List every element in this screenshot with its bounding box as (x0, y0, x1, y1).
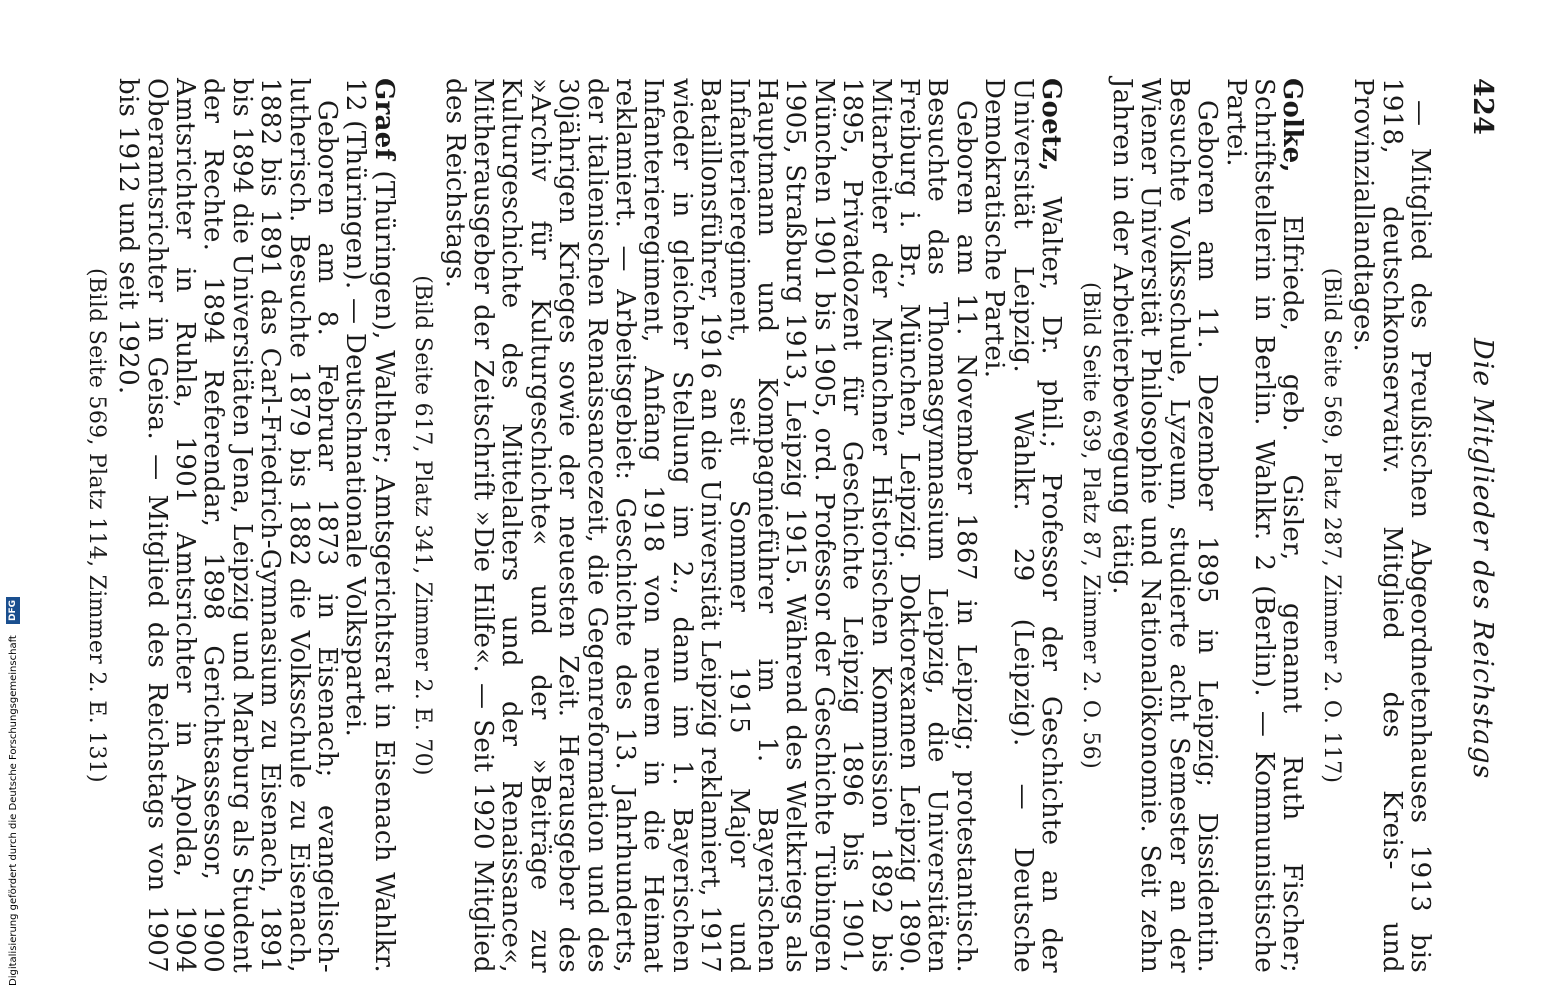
member-summary: Elfriede, geb. Gisler, genannt Ruth Fischer; Schriftstellerin in Berlin. Wahlkr. 2 (Berlin). — Kommunistische Partei. (1220, 78, 1308, 973)
credit-text: Digitalisierung gefördert durch die Deutsche Forschungsgemeinschaft (8, 635, 19, 986)
intro-image-ref: (Bild Seite 569, Platz 287, Zimmer 2. O. 117) (1318, 267, 1344, 784)
member-entry-golke (1075, 78, 1306, 973)
page-number: 424 (1467, 78, 1498, 136)
member-biography: Geboren am 11. November 1867 in Leipzig; protestantisch. Besuchte das Thomasgymnasium Leipzig, die Universitäten Freiburg i. Br., München, Leipzig. Doktorexamen Leipzig 1890. Mitarbeiter der Münchner Historischen Kommission 1892 bis 1895, Privatdozent für Geschichte Leipzig 1896 bis 1901, München 1901 bis 1905, ord. Professor der Geschichte Tübingen 1905, Straßburg 1913, Leipzig 1915. Während des Weltkriegs als Hauptmann und Kompagnieführer im 1. Bayerischen Infanterieregiment, seit Sommer 1915 Major und Bataillonsführer, 1916 an die Universität Leipzig reklamiert, 1917 wieder in gleicher Stellung im 2., dann im 1. Bayerischen Infanterieregiment, Anfang 1918 von neuem in die Heimat reklamiert. — Arbeitsgebiet: Geschichte des 13. Jahrhunderts, der italienischen Renaissancezeit, die Gegenreformation und des 30jährigen Krieges sowie der neuesten Zeit. Herausgeber des »Archiv für Kulturgeschichte« und der »Beiträge zur Kulturgeschichte des Mittelalters und der Renaissance«, Mitherausgeber der Zeitschrift »Die Hilfe«. — Seit 1920 Mitglied des Reichstags. (439, 78, 981, 973)
member-entry-goetz (408, 78, 1065, 973)
member-summary: (Thüringen), Walther; Amtsgerichtsrat in Eisenach Wahlkr. 12 (Thüringen). — Deutschnationale Volkspartei. (340, 78, 399, 973)
dfg-logo: DFG (6, 597, 20, 624)
member-biography: Geboren am 11. Dezember 1895 in Leipzig; Dissidentin. Besuchte Volksschule, Lyzeum, studierte acht Semester an der Wiener Universität Philosophie und Nationalökonomie. Seit zehn Jahren in der Arbeiterbewegung tätig. (1106, 78, 1223, 973)
member-image-ref: (Bild Seite 639, Platz 87, Zimmer 2. O. 56) (1077, 282, 1103, 769)
member-name: Golke, (1277, 78, 1308, 173)
member-summary: Walter, Dr. phil.; Professor der Geschichte an der Universität Leipzig. Wahlkr. 29 (Leipzig). — Deutsche Demokratische Partei. (979, 78, 1067, 973)
member-image-ref: (Bild Seite 569, Platz 114, Zimmer 2. E. 131) (83, 268, 109, 783)
member-entry-graef (81, 78, 397, 973)
member-name: Goetz, (1036, 78, 1067, 172)
page-content (71, 78, 1496, 973)
page-header (1454, 78, 1496, 973)
intro-continuation (1316, 78, 1434, 973)
intro-text: — Mitglied des Preußischen Abgeordnetenhauses 1913 bis 1918, deutschkonservativ. Mitglied des Kreis- und Provinziallandtages. (1348, 78, 1435, 973)
member-image-ref: (Bild Seite 617, Platz 341, Zimmer 2. E. 70) (410, 275, 436, 776)
member-biography: Geboren am 8. Februar 1873 in Eisenach; evangelisch-lutherisch. Besuchte 1879 bis 1882 die Volksschule zu Eisenach, 1882 bis 1891 das Carl-Friedrich-Gymnasium zu Eisenach, 1891 bis 1894 die Universitäten Jena, Leipzig und Marburg als Student der Rechte. 1894 Referendar, 1898 Gerichtsassessor, 1900 Amtsrichter in Ruhla, 1901 Amtsrichter in Apolda, 1904 Oberamtsrichter in Geisa. — Mitglied des Reichstags von 1907 bis 1912 und seit 1920. (113, 78, 342, 973)
digitization-credit (2, 0, 26, 992)
running-head: Die Mitglieder des Reichstags (1467, 338, 1498, 780)
member-name: Graef (368, 78, 399, 160)
